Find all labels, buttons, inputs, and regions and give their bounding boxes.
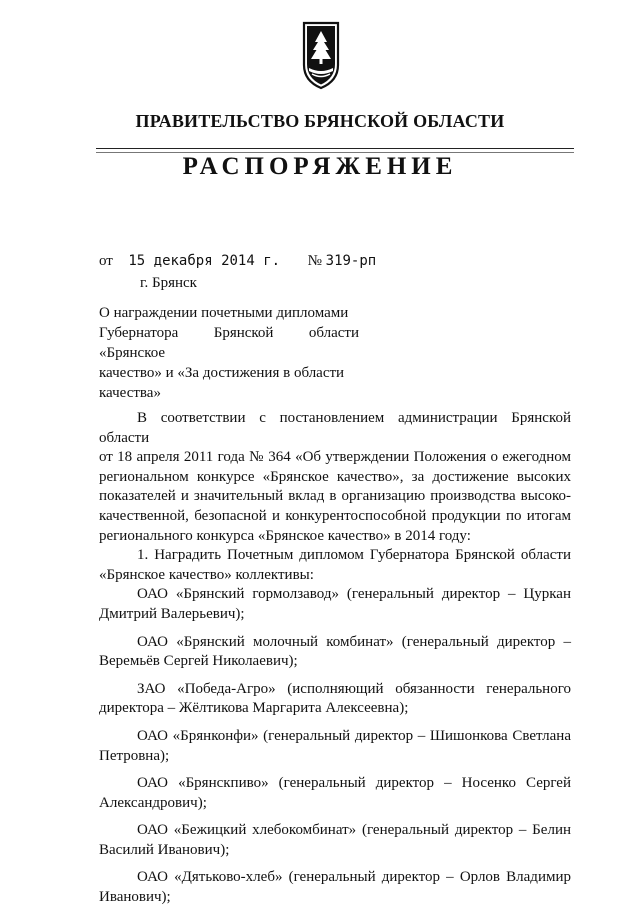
body-line: В соответствии с постановлением администрации Брянской области [99, 410, 571, 446]
subject-line: качество» и «За достижения в области [99, 365, 345, 381]
entry-line: Иванович); [99, 889, 171, 906]
item-line: 1. Наградить Почетным дипломом Губернатора Брянской области [137, 547, 571, 564]
coat-of-arms-icon [298, 19, 344, 91]
document-number: 319-рп [325, 253, 377, 269]
entry-line: Александрович); [99, 794, 207, 811]
entry-line: директора – Жёлтикова Маргарита Алексеевна); [99, 700, 409, 717]
subject-line: О награждении почетными дипломами [99, 305, 349, 321]
entry-line: ОАО «Брянский молочный комбинат» (генеральный директор – [137, 633, 571, 650]
header-rule [96, 148, 574, 149]
subject-block [99, 303, 359, 403]
entry-line: Веремьёв Сергей Николаевич); [99, 653, 298, 670]
entry-line: Дмитрий Валерьевич); [99, 605, 245, 622]
entry-line: ОАО «Дятьково-хлеб» (генеральный директор – Орлов Владимир [137, 869, 571, 886]
document-body [99, 409, 571, 908]
document-type: РАСПОРЯЖЕНИЕ [182, 153, 458, 180]
subject-line: качества» [99, 385, 161, 401]
body-line: от 18 апреля 2011 года № 364 «Об утверждении Положения о ежегодном [99, 449, 571, 466]
from-label: от [99, 253, 113, 269]
document-date: 15 декабря 2014 г. [128, 253, 281, 269]
entry-line: Петровна); [99, 747, 170, 764]
entry-line: ЗАО «Победа-Агро» (исполняющий обязанности генерального [137, 680, 571, 697]
body-line: регионального конкурса «Брянское качество» в 2014 году: [99, 527, 471, 544]
date-line [99, 253, 376, 270]
item-line: «Брянское качество» коллективы: [99, 566, 314, 583]
entry-line: ОАО «Брянконфи» (генеральный директор – Шишонкова Светлана [137, 727, 571, 744]
entry-line: ОАО «Бежицкий хлебокомбинат» (генеральный директор – Белин [137, 822, 571, 839]
entry-line: Василий Иванович); [99, 841, 230, 858]
subject-line: Губернатора Брянской области «Брянское [99, 325, 359, 361]
body-line: показателей и значительный вклад в организацию производства высоко- [99, 488, 571, 505]
body-line: качественной, безопасной и конкурентоспособной продукции по итогам [99, 507, 571, 524]
entry-line: ОАО «Брянскпиво» (генеральный директор – Носенко Сергей [137, 775, 571, 792]
number-label: № [307, 253, 322, 269]
government-title: ПРАВИТЕЛЬСТВО БРЯНСКОЙ ОБЛАСТИ [135, 111, 505, 131]
body-line: региональном конкурсе «Брянское качество», за достижение высоких [99, 468, 571, 485]
city: г. Брянск [140, 275, 197, 291]
entry-line: ОАО «Брянский гормолзавод» (генеральный директор – Цуркан [137, 586, 571, 603]
